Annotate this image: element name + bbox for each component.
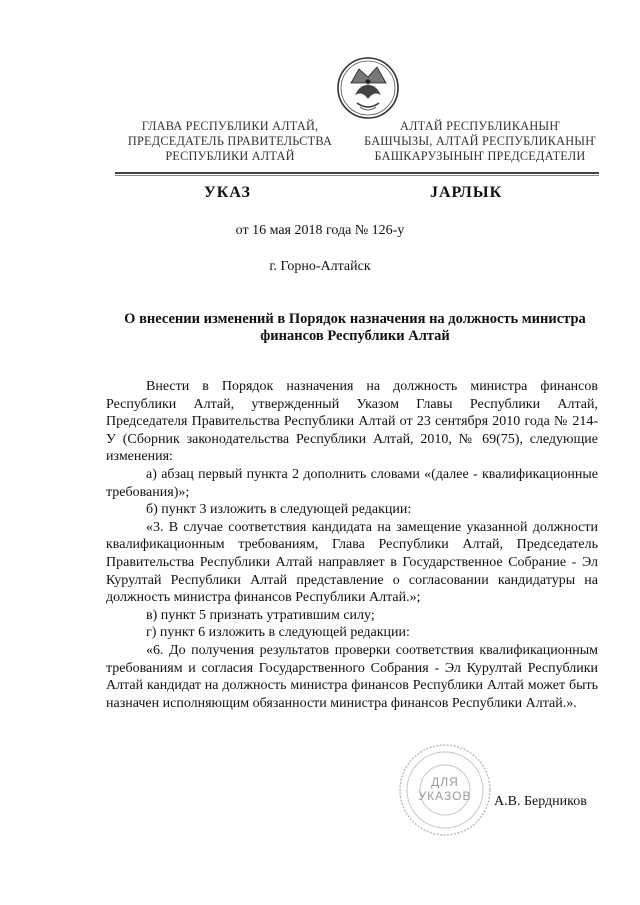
document-title: О внесении изменений в Порядок назначения на должность министра финансов Республики Алтай bbox=[124, 311, 586, 344]
coat-of-arms-icon bbox=[333, 55, 403, 121]
header-divider bbox=[115, 172, 599, 174]
body-paragraph: «3. В случае соответствия кандидата на замещение указанной должности квалификационным требованиям, Глава Республики Алтай, Председатель Правительства Республики Алтай направляет в Государственное Собрание - Эл Курултай Республики Алтай представление о согласовании кандидатуры на должность министра финансов Республики Алтай.»; bbox=[106, 519, 598, 606]
issuer-line: ГЛАВА РЕСПУБЛИКИ АЛТАЙ, bbox=[141, 119, 319, 133]
doc-type-russian: УКАЗ bbox=[204, 184, 251, 201]
issuer-line: ПРЕДСЕДАТЕЛЬ ПРАВИТЕЛЬСТВА bbox=[127, 134, 333, 148]
official-stamp bbox=[397, 742, 493, 838]
stamp-text-line2: УКАЗОВ bbox=[418, 789, 472, 803]
document-place: г. Горно-Алтайск bbox=[269, 259, 371, 274]
header-divider-thin bbox=[115, 175, 599, 176]
issuer-line: БАШЧЫЗЫ, АЛТАЙ РЕСПУБЛИКАНЫҤ bbox=[364, 134, 596, 148]
issuer-title-russian bbox=[110, 119, 350, 164]
body-paragraph: б) пункт 3 изложить в следующей редакции: bbox=[146, 502, 412, 518]
stamp-text-line1: ДЛЯ bbox=[431, 775, 459, 789]
document-date-number: от 16 мая 2018 года № 126-у bbox=[235, 223, 405, 238]
body-paragraph: Внести в Порядок назначения на должность министра финансов Республики Алтай, утвержденный Указом Главы Республики Алтай, Председателя Правительства Республики Алтай от 23 сентября 2010 года № 214-У (Сборник законодательства Республики Алтай, 2010, № 69(75), следующие изменения: bbox=[106, 379, 598, 465]
issuer-title-altai bbox=[360, 119, 600, 164]
body-paragraph: «6. До получения результатов проверки соответствия квалификационным требованиям и согласия Государственного Собрания - Эл Курултай Республики Алтай кандидат на должность министра финансов Республики Алтай может быть назначен исполняющим обязанности министра финансов Республики Алтай.». bbox=[106, 642, 598, 711]
body-paragraph: а) абзац первый пункта 2 дополнить словами «(далее - квалификационные требования)»; bbox=[106, 466, 598, 500]
issuer-line: РЕСПУБЛИКИ АЛТАЙ bbox=[165, 149, 295, 163]
body-paragraph: в) пункт 5 признать утратившим силу; bbox=[146, 607, 375, 623]
doc-type-altai: JАРЛЫК bbox=[430, 184, 503, 201]
issuer-line: АЛТАЙ РЕСПУБЛИКАНЫҤ bbox=[399, 119, 560, 133]
issuer-line: БАШКАРУЗЫНЫҤ ПРЕДСЕДАТЕЛИ bbox=[374, 149, 586, 163]
document-body bbox=[106, 378, 598, 712]
body-paragraph: г) пункт 6 изложить в следующей редакции: bbox=[146, 625, 410, 641]
signer-name: А.В. Бердников bbox=[494, 794, 587, 809]
